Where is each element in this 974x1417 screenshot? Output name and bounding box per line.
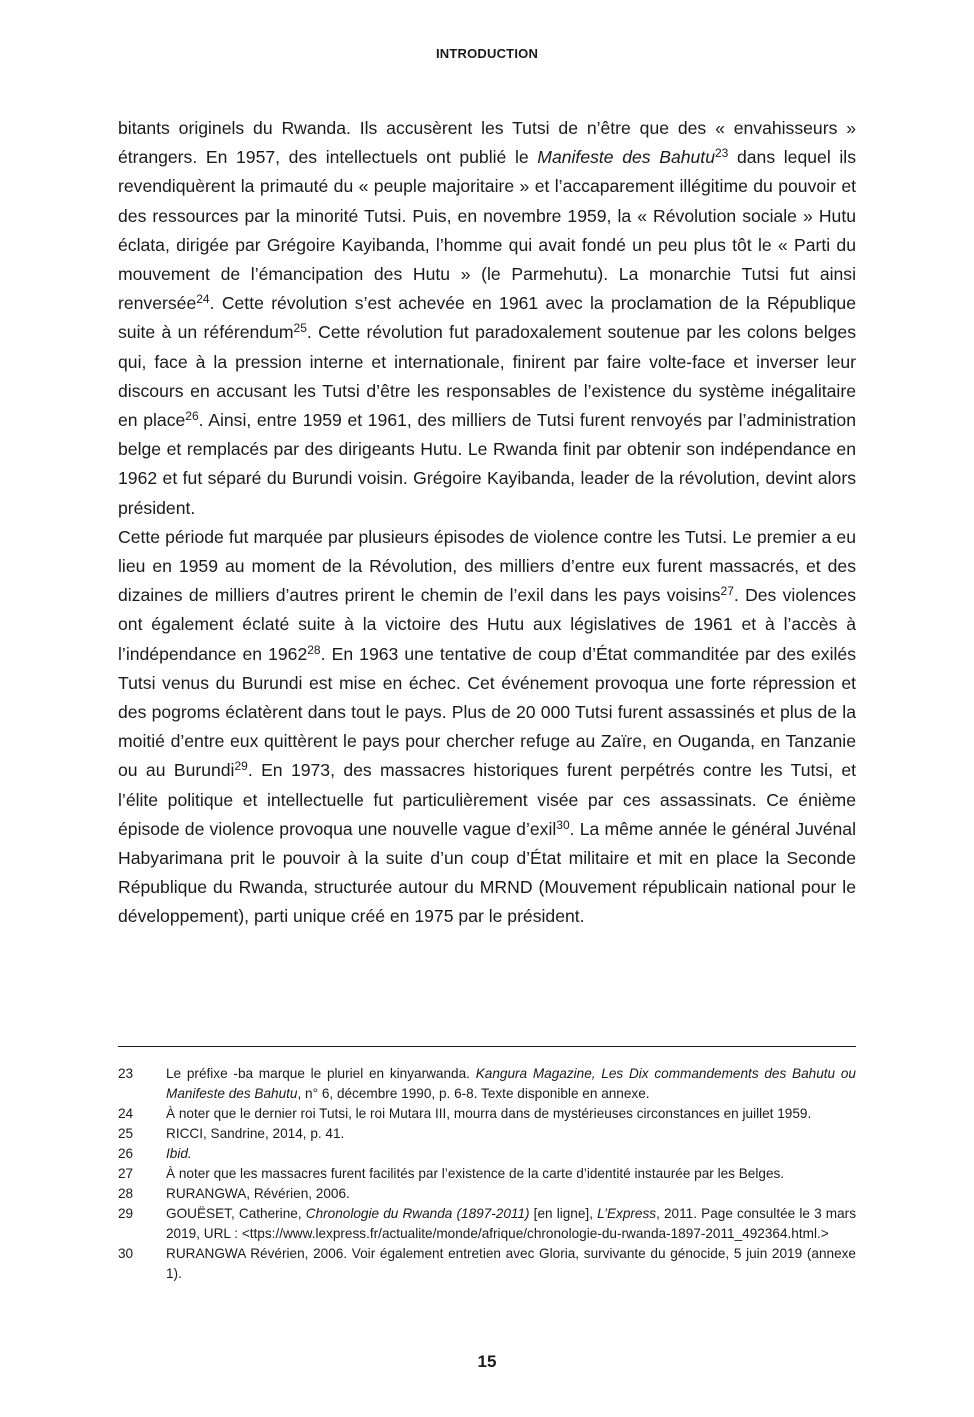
footnote-text	[166, 1064, 856, 1104]
footnote-28	[118, 1184, 856, 1204]
footnote-ref-30: 30	[556, 817, 570, 832]
text-run: Cette période fut marquée par plusieurs épisodes de violence contre les Tutsi. Le premier a eu lieu en 1959 au moment de la Révolution, des milliers d’entre eux furent massacrés, et des dizaines de milliers d’autres prirent le chemin de l’exil dans les pays voisins	[118, 526, 856, 606]
footnote-text: RICCI, Sandrine, 2014, p. 41.	[166, 1126, 345, 1141]
footnote-number: 23	[118, 1066, 134, 1081]
footnote-number: 26	[118, 1146, 134, 1161]
text-run: GOUËSET, Catherine,	[166, 1206, 306, 1221]
text-run: dans lequel ils revendiquèrent la primauté du « peuple majoritaire » et l’accaparement illégitime du pouvoir et des ressources par la minorité Tutsi. Puis, en novembre 1959, la « Révolution sociale » Hutu éclata, dirigée par Grégoire Kayibanda, l’homme qui avait fondé un peu plus tôt le « Parti du mouvement de l’émancipation des Hutu » (le Parmehutu). La monarchie Tutsi fut ainsi renversée	[118, 147, 856, 314]
footnote-text	[166, 1204, 856, 1244]
text-run: . Cette révolution fut paradoxalement soutenue par les colons belges qui, face à la pression interne et internationale, finirent par faire volte-face et inverser leur discours en accusant les Tutsi d’être les responsables de l’existence du système inégalitaire en place	[118, 322, 857, 431]
text-run: , 2011. Page consultée le 3 mars 2019, URL : <ttps://www.lexpress.fr/actualite/monde/afrique/chronologie-du-rwanda-1897-2011_492364.html.>	[166, 1206, 857, 1241]
footnote-30	[118, 1244, 856, 1284]
footnote-divider	[118, 1046, 856, 1047]
footnote-number: 25	[118, 1126, 134, 1141]
footnote-text: RURANGWA Révérien, 2006. Voir également entretien avec Gloria, survivante du génocide, 5 juin 2019 (annexe 1).	[166, 1246, 856, 1281]
footnote-25	[118, 1124, 856, 1144]
footnote-ref-27: 27	[720, 584, 734, 599]
footnote-ref-26: 26	[185, 409, 199, 424]
text-run: [en ligne],	[529, 1206, 598, 1221]
text-run: bitants originels du Rwanda. Ils accusèrent les Tutsi de n’être que des « envahisseurs » étrangers. En 1957, des intellectuels ont publié le	[118, 118, 856, 168]
text-run: . En 1963 une tentative de coup d’État commanditée par des exilés Tutsi venus du Burundi est mise en échec. Cet événement provoqua une forte répression et des pogroms éclatèrent dans tout le pays. Plus de 20 000 Tutsi furent assassinés et plus de la moitié d’entre eux quittèrent le pays pour chercher refuge au Zaïre, en Ouganda, en Tanzanie ou au Burundi	[118, 643, 857, 781]
footnote-ref-28: 28	[307, 642, 321, 657]
publication-title: L’Express	[597, 1206, 657, 1221]
page-number: 15	[477, 1352, 497, 1371]
text-run: , n° 6, décembre 1990, p. 6-8. Texte disponible en annexe.	[297, 1086, 650, 1101]
footnote-ref-24: 24	[196, 292, 210, 307]
footnote-ref-25: 25	[293, 321, 307, 336]
text-run: . Cette révolution s’est achevée en 1961 avec la proclamation de la République suite à un référendum	[118, 293, 856, 343]
body-text	[118, 114, 856, 932]
footnote-number: 27	[118, 1166, 134, 1181]
text-run: . Ainsi, entre 1959 et 1961, des milliers de Tutsi furent renvoyés par l’administration belge et remplacés par des dirigeants Hutu. Le Rwanda finit par obtenir son indépendance en 1962 et fut séparé du Burundi voisin. Grégoire Kayibanda, leader de la révolution, devint alors président.	[118, 410, 856, 518]
footnote-26	[118, 1144, 856, 1164]
text-run: Le préfixe -ba marque le pluriel en kinyarwanda.	[166, 1066, 476, 1081]
footnote-ref-29: 29	[234, 759, 248, 774]
text-run: . Des violences ont également éclaté suite à la victoire des Hutu aux législatives de 1961 et à l’accès à l’indépendance en 1962	[118, 585, 856, 664]
footnote-24	[118, 1104, 856, 1124]
footnote-29	[118, 1204, 856, 1244]
paragraph-1	[118, 114, 856, 523]
footnotes	[118, 1064, 856, 1284]
text-run: . En 1973, des massacres historiques furent perpétrés contre les Tutsi, et l’élite politique et intellectuelle fut particulièrement visée par ces assassinats. Ce énième épisode de violence provoqua une nouvelle vague d’exil	[118, 760, 856, 839]
running-title: INTRODUCTION	[435, 46, 539, 61]
footnote-number: 29	[118, 1206, 134, 1221]
footnote-number: 30	[118, 1246, 134, 1261]
footnote-number: 24	[118, 1106, 134, 1121]
citation-title: Ibid.	[166, 1146, 192, 1161]
citation-title: Chronologie du Rwanda (1897-2011)	[305, 1206, 530, 1221]
citation-title: Kangura Magazine, Les Dix commandements des Bahutu ou Manifeste des Bahutu	[166, 1066, 856, 1101]
footnote-text: À noter que le dernier roi Tutsi, le roi Mutara III, mourra dans de mystérieuses circonstances en juillet 1959.	[166, 1106, 812, 1121]
title-manifeste: Manifeste des Bahutu	[537, 147, 715, 168]
footnote-text: RURANGWA, Révérien, 2006.	[166, 1186, 350, 1201]
footnote-27	[118, 1164, 856, 1184]
footnote-ref-23: 23	[714, 146, 729, 161]
footnote-number: 28	[118, 1186, 134, 1201]
paragraph-2	[118, 523, 856, 932]
footnote-text: À noter que les massacres furent facilités par l’existence de la carte d’identité instaurée par les Belges.	[166, 1166, 785, 1181]
footnote-text	[166, 1144, 856, 1164]
text-run: . La même année le général Juvénal Habyarimana prit le pouvoir à la suite d’un coup d’État militaire et mit en place la Seconde République du Rwanda, structurée autour du MRND (Mouvement républicain national pour le développement), parti unique créé en 1975 par le président.	[118, 818, 856, 927]
footnote-23	[118, 1064, 856, 1104]
